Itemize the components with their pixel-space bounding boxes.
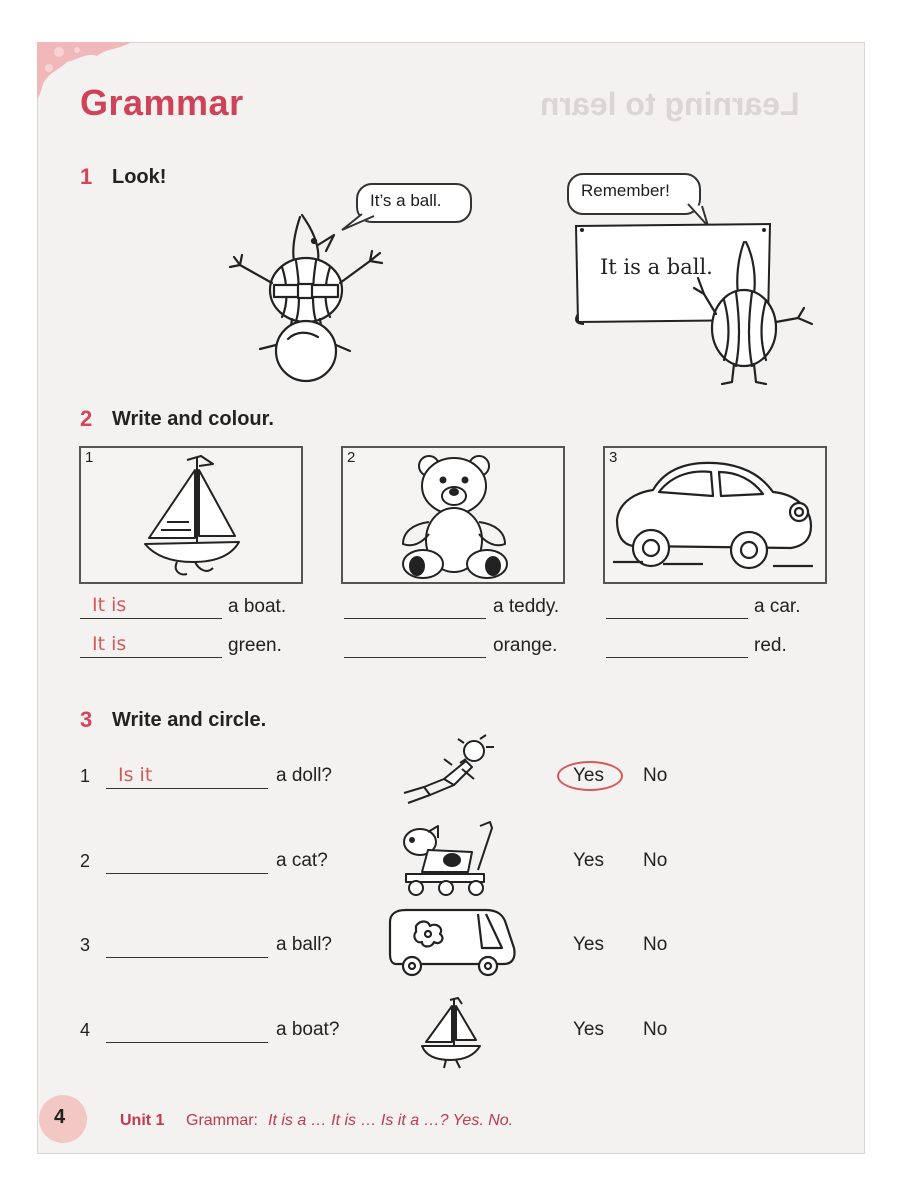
no-option-2[interactable]: No [643, 850, 668, 871]
picture-frame-1-number: 1 [85, 449, 94, 466]
car-icon [613, 456, 819, 580]
yes-circle-1 [557, 761, 623, 791]
sailboat-icon [139, 452, 249, 582]
onion-on-ball-icon [222, 205, 392, 385]
answer-line-3-4[interactable] [106, 1042, 268, 1043]
picture-frame-1 [79, 446, 303, 584]
exercise-1-number: 1 [80, 164, 93, 189]
exercise-3-heading: Write and circle. [112, 709, 267, 731]
question-3-text: a ball? [276, 934, 332, 955]
doll-icon [400, 735, 500, 807]
sentence-end-2-1a: a boat. [228, 596, 287, 617]
question-4-text: a boat? [276, 1019, 340, 1040]
yes-option-4[interactable]: Yes [573, 1019, 604, 1040]
page-number: 4 [54, 1106, 66, 1128]
answer-line-2-2a[interactable] [344, 618, 486, 619]
answer-2-1b: It is [92, 633, 127, 655]
footer-unit: Unit 1 [120, 1112, 165, 1129]
toy-dog-icon [398, 822, 502, 898]
sign-text: It is a ball. [600, 255, 713, 279]
answer-line-2-1a[interactable] [80, 618, 222, 619]
onion-pointing-icon [690, 238, 830, 388]
answer-line-2-2b[interactable] [344, 657, 486, 658]
yes-option-2[interactable]: Yes [573, 850, 604, 871]
no-option-4[interactable]: No [643, 1019, 668, 1040]
answer-3-1: Is it [118, 764, 153, 786]
exercise-2-number: 2 [80, 406, 93, 431]
exercise-2-heading: Write and colour. [112, 408, 274, 430]
answer-line-3-1[interactable] [106, 788, 268, 789]
speech-bubble-left-text: It’s a ball. [370, 191, 442, 210]
sentence-end-2-3b: red. [754, 635, 787, 656]
answer-line-2-3b[interactable] [606, 657, 748, 658]
question-1-text: a doll? [276, 765, 332, 786]
van-icon [386, 908, 518, 982]
sentence-end-2-3a: a car. [754, 596, 801, 617]
exercise-1-heading: Look! [112, 166, 167, 188]
bleed-through-title: Learning to learn [540, 86, 800, 122]
question-2-text: a cat? [276, 850, 328, 871]
answer-line-3-2[interactable] [106, 873, 268, 874]
sentence-end-2-1b: green. [228, 635, 282, 656]
yes-option-1[interactable]: Yes [573, 765, 604, 786]
question-1-number: 1 [80, 766, 91, 786]
question-4-number: 4 [80, 1020, 91, 1040]
speech-bubble-right [567, 173, 701, 215]
answer-line-2-1b[interactable] [80, 657, 222, 658]
page-title: Grammar [80, 82, 244, 123]
footer-pattern: It is a … It is … Is it a …? Yes. No. [268, 1112, 514, 1129]
exercise-3-number: 3 [80, 707, 93, 732]
picture-frame-2 [341, 446, 565, 584]
sentence-end-2-2b: orange. [493, 635, 558, 656]
answer-line-2-3a[interactable] [606, 618, 748, 619]
sentence-end-2-2a: a teddy. [493, 596, 560, 617]
answer-2-1a: It is [92, 594, 127, 616]
teddy-bear-icon [389, 452, 519, 582]
picture-frame-3-number: 3 [609, 449, 618, 466]
footer-label: Grammar: [186, 1112, 258, 1129]
question-2-number: 2 [80, 851, 91, 871]
answer-line-3-3[interactable] [106, 957, 268, 958]
yes-option-3[interactable]: Yes [573, 934, 604, 955]
no-option-3[interactable]: No [643, 934, 668, 955]
no-option-1[interactable]: No [643, 765, 668, 786]
question-3-number: 3 [80, 935, 91, 955]
picture-frame-2-number: 2 [347, 449, 356, 466]
sailboat-small-icon [420, 996, 484, 1072]
picture-frame-3 [603, 446, 827, 584]
speech-bubble-right-text: Remember! [581, 181, 670, 200]
